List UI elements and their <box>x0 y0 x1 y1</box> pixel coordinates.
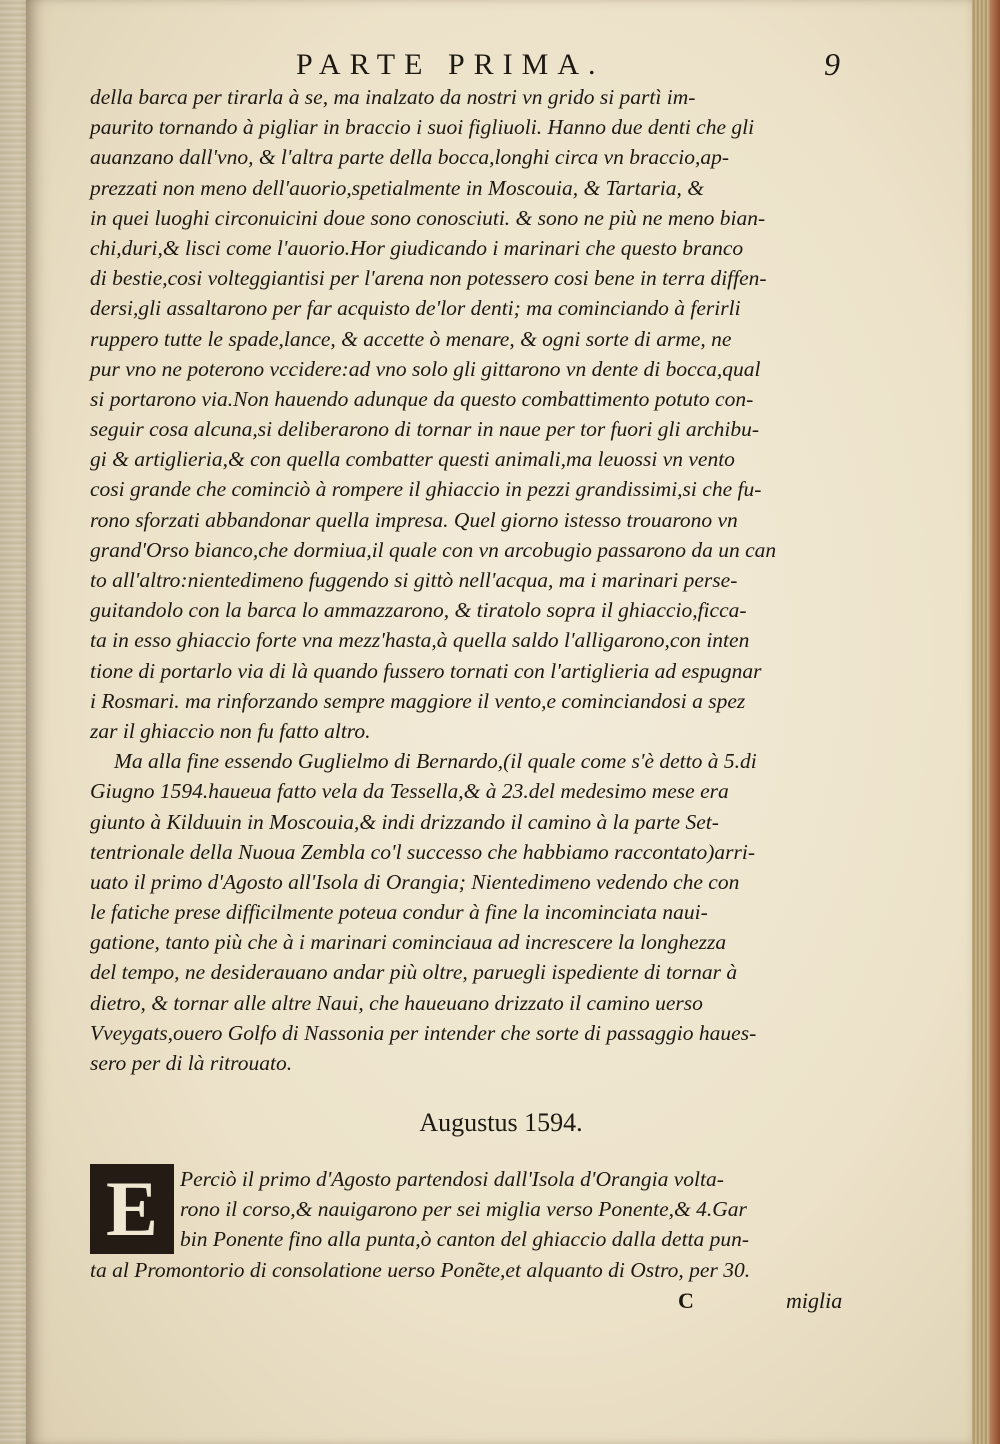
text-line: i Rosmari. ma rinforzando sempre maggiore il vento,e cominciandosi a spez <box>90 688 746 713</box>
signature-mark: C <box>678 1288 694 1313</box>
text-line: auanzano dall'vno, & l'altra parte della bocca,longhi circa vn braccio,ap- <box>90 145 729 170</box>
text-line: grand'Orso bianco,che dormiua,il quale con vn arcobugio passarono da un can <box>90 537 777 562</box>
text-line: della barca per tirarla à se, ma inalzato da nostri vn grido si partì im- <box>90 85 696 109</box>
text-line: del tempo, ne desiderauano andar più oltre, paruegli ispediente di tornar à <box>90 960 738 985</box>
text-line: bin Ponente fino alla punta,ò canton del ghiaccio dalla detta pun- <box>180 1227 750 1252</box>
text-line: pur vno ne poterono vccidere:ad vno solo gli gittarono vn dente di bocca,qual <box>90 356 761 381</box>
section-heading: Augustus 1594. <box>419 1108 583 1137</box>
text-line: rono il corso,& nauigarono per sei miglia verso Ponente,& 4.Gar <box>180 1197 747 1222</box>
page <box>26 0 976 1444</box>
text-line: di bestie,cosi volteggiantisi per l'arena non potessero cosi bene in terra diffen- <box>90 266 767 291</box>
text-line: ta in esso ghiaccio forte vna mezz'hasta,à quella saldo l'alligarono,con inten <box>90 628 750 653</box>
text-line: gi & artiglieria,& con quella combatter questi animali,ma leuossi vn vento <box>90 447 735 472</box>
text-line: dersi,gli assaltarono per far acquisto de'lor denti; ma cominciando à ferirli <box>90 296 741 321</box>
text-line: Giugno 1594.haueua fatto vela da Tessella,& à 23.del medesimo mese era <box>90 779 729 804</box>
text-line: le fatiche prese difficilmente poteua condur à fine la incominciata naui- <box>90 900 708 925</box>
catchword: miglia <box>786 1288 843 1313</box>
text-line: seguir cosa alcuna,si deliberarono di tornar in naue per tor fuori gli archibu- <box>90 417 760 442</box>
text-line: paurito tornando à pigliar in braccio i suoi figliuoli. Hanno due denti che gli <box>90 115 755 140</box>
text-line: dietro, & tornar alle altre Naui, che haueuano drizzato il camino uerso <box>90 990 703 1015</box>
text-line: tione di portarlo via di là quando fussero tornati con l'artiglieria ad espugnar <box>90 658 762 683</box>
text-line: ta al Promontorio di consolatione uerso Ponẽte,et alquanto di Ostro, per 30. <box>90 1257 751 1282</box>
text-line: cosi grande che cominciò à rompere il ghiaccio in pezzi grandissimi,si che fu- <box>90 477 762 502</box>
text-line: chi,duri,& lisci come l'auorio.Hor giudicando i marinari che questo branco <box>90 235 744 260</box>
left-page-edge <box>0 0 28 1444</box>
text-line: Vveygats,ouero Golfo di Nassonia per intender che sorte di passaggio haues- <box>90 1020 757 1045</box>
text-line: si portarono via.Non hauendo adunque da questo combattimento potuto con- <box>90 386 754 411</box>
text-line: rono sforzati abbandonar quella impresa. Quel giorno istesso trouarono vn <box>90 507 738 532</box>
page-number: 9 <box>824 46 840 82</box>
text-line: giunto à Kilduuin in Moscouia,& indi drizzando il camino à la parte Set- <box>90 809 719 834</box>
red-page-edge <box>990 0 1000 1444</box>
text-line: zar il ghiaccio non fu fatto altro. <box>90 718 371 743</box>
text-line: uato il primo d'Agosto all'Isola di Orangia; Nientedimeno vedendo che con <box>90 869 740 894</box>
text-line: Ma alla fine essendo Guglielmo di Bernardo,(il quale come s'è detto à 5.di <box>114 749 757 774</box>
text-line: in quei luoghi circonuicini doue sono conosciuti. & sono ne più ne meno bian- <box>90 205 766 230</box>
initial-letter: E <box>105 1165 159 1252</box>
text-line: tentrionale della Nuoua Zembla co'l successo che habbiamo raccontato)arri- <box>90 839 756 864</box>
text-line: Perciò il primo d'Agosto partendosi dall'Isola d'Orangia volta- <box>180 1167 724 1191</box>
text-line: guitandolo con la barca lo ammazzarono, & tiratolo sopra il ghiaccio,ficca- <box>90 598 747 623</box>
text-line: ruppero tutte le spade,lance, & accette ò menare, & ogni sorte di arme, ne <box>90 326 732 351</box>
text-line: sero per di là ritrouato. <box>90 1051 293 1075</box>
paragraph-1 <box>90 82 890 1078</box>
text-line: to all'altro:nientedimeno fuggendo si gittò nell'acqua, ma i marinari perse- <box>90 568 738 592</box>
text-line: prezzati non meno dell'auorio,spetialmente in Moscouia, & Tartaria, & <box>90 175 704 200</box>
paragraph-3 <box>90 1164 890 1285</box>
fore-edge <box>972 0 1000 1444</box>
running-head: PARTE PRIMA. <box>296 48 605 81</box>
text-line: gatione, tanto più che à i marinari cominciaua ad increscere la longhezza <box>90 930 727 955</box>
